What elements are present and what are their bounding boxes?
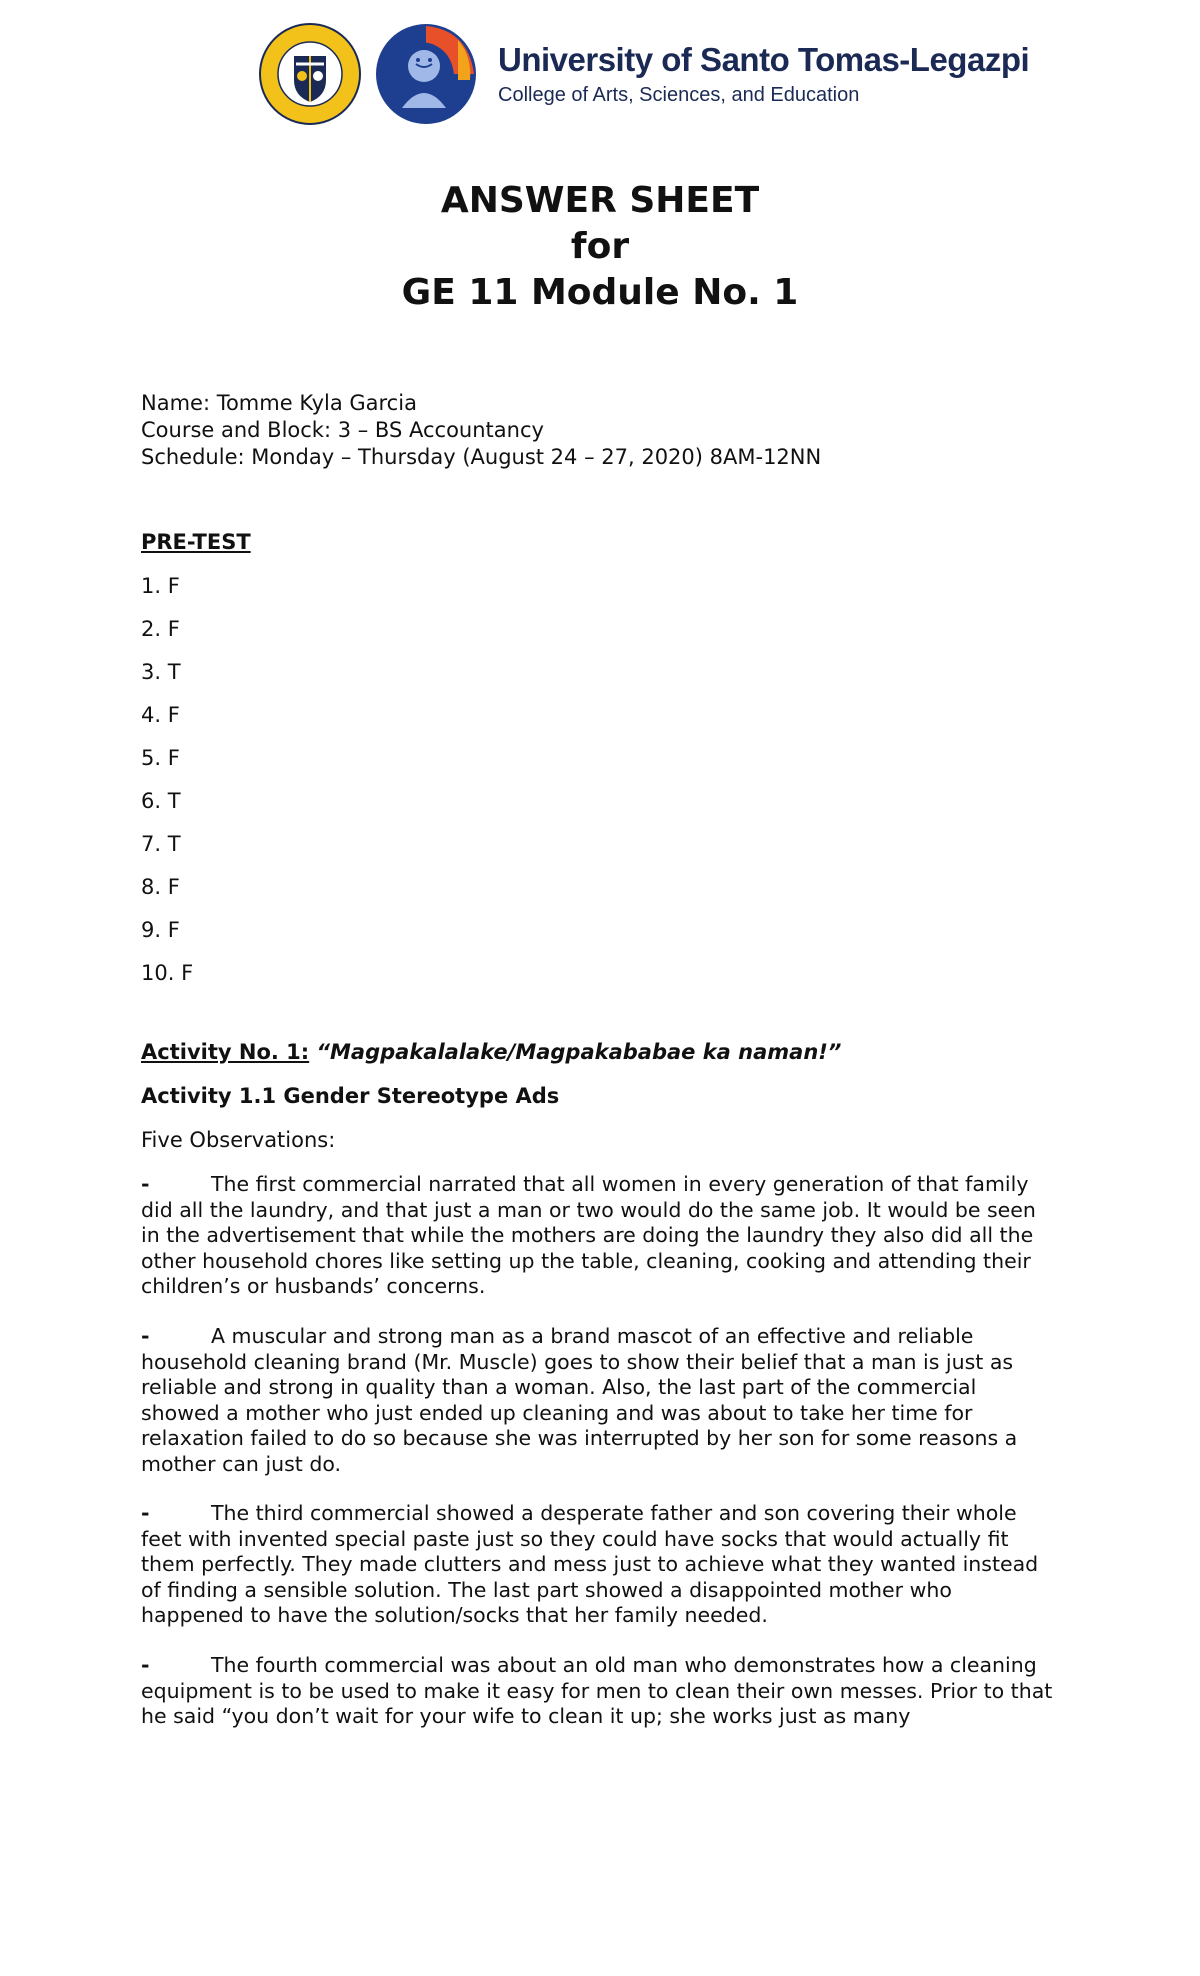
pretest-answer: 8. F [141, 875, 180, 899]
course-block: Course and Block: 3 – BS Accountancy [141, 418, 544, 442]
activity-heading [141, 1040, 841, 1064]
pretest-answer: 6. T [141, 789, 181, 813]
university-name: University of Santo Tomas-Legazpi [498, 41, 1030, 78]
pretest-heading: PRE-TEST [141, 530, 251, 554]
document-title [0, 178, 1200, 316]
title-line-1: ANSWER SHEET [440, 180, 760, 221]
dash-bullet: - [141, 1172, 150, 1196]
schedule: Schedule: Monday – Thursday (August 24 – 27, 2020) 8AM-12NN [141, 445, 822, 469]
college-emblem-logo [372, 20, 480, 128]
pretest-answer: 1. F [141, 574, 180, 598]
activity-subheading: Activity 1.1 Gender Stereotype Ads [141, 1084, 560, 1108]
pretest-answer: 4. F [141, 703, 180, 727]
college-name: College of Arts, Sciences, and Education [498, 84, 860, 106]
dash-bullet: - [141, 1501, 150, 1525]
student-name: Name: Tomme Kyla Garcia [141, 391, 417, 415]
pretest-answer: 10. F [141, 961, 194, 985]
title-line-2: for [570, 226, 630, 267]
title-line-3: GE 11 Module No. 1 [401, 272, 799, 313]
pretest-answer: 2. F [141, 617, 180, 641]
observation-item [141, 1653, 1061, 1730]
observations-label: Five Observations: [141, 1128, 336, 1152]
observation-item [141, 1324, 1061, 1477]
dash-bullet: - [141, 1653, 150, 1677]
university-seal-logo [258, 22, 362, 126]
observation-item [141, 1501, 1061, 1629]
observation-text: The first commercial narrated that all women in every generation of that family did all the laundry, and that just a man or two would do the same job. It would be seen in the advertisement that while the mothers are doing the laundry they also did all the other household chores like setting up the table, cleaning, cooking and attending their children’s or husbands’ concerns. [141, 1172, 1036, 1298]
activity-label: Activity No. 1: [141, 1040, 310, 1064]
student-info [141, 390, 821, 471]
pretest-answer: 7. T [141, 832, 181, 856]
dash-bullet: - [141, 1324, 150, 1348]
pretest-answer: 3. T [141, 660, 181, 684]
letterhead [258, 18, 1029, 130]
activity-quote: “Magpakalalake/Magpakababae ka naman!” [316, 1040, 842, 1064]
pretest-answer: 9. F [141, 918, 180, 942]
observation-text: The fourth commercial was about an old man who demonstrates how a cleaning equipment is to be used to make it easy for men to clean their own messes. Prior to that he said “you don’t wait for your wife to clean it up; she works just as many [141, 1653, 1053, 1728]
observation-text: A muscular and strong man as a brand mascot of an effective and reliable household cleaning brand (Mr. Muscle) goes to show their belief that a man is just as reliable and strong in quality than a woman. Also, the last part of the commercial showed a mother who just ended up cleaning and was about to take her time for relaxation failed to do so because she was interrupted by her son for some reasons a mother can just do. [141, 1324, 1018, 1476]
observation-text: The third commercial showed a desperate father and son covering their whole feet with invented special paste just so they could have socks that would actually fit them perfectly. They made clutters and mess just to achieve what they wanted instead of finding a sensible solution. The last part showed a disappointed mother who happened to have the solution/socks that her family needed. [141, 1501, 1039, 1627]
pretest-answer: 5. F [141, 746, 180, 770]
observation-item [141, 1172, 1061, 1300]
pretest-answers [141, 572, 193, 1002]
